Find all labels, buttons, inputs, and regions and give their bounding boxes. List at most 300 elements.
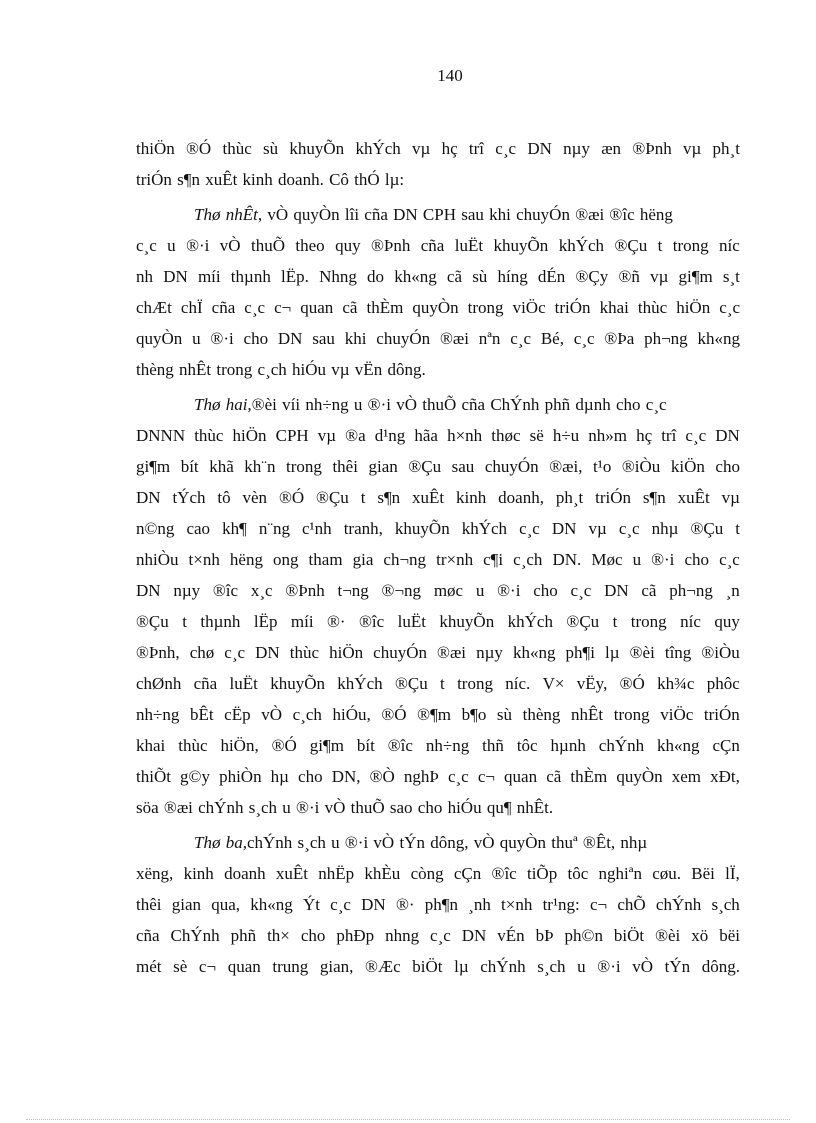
word: quyÒn <box>136 329 183 348</box>
word: kh¨n <box>244 457 276 476</box>
text-line <box>136 292 740 323</box>
word: cña <box>420 236 445 255</box>
text-line <box>136 761 740 792</box>
word: h×nh <box>447 426 483 445</box>
word: níc. <box>505 674 531 693</box>
word: dông. <box>701 957 740 976</box>
word: ®èi <box>629 643 655 662</box>
word: ChÝnh <box>170 926 220 945</box>
text-line <box>136 699 740 730</box>
word: c¸c <box>570 581 592 600</box>
word: c¸c <box>330 895 351 914</box>
word: ph¬ng <box>644 329 688 348</box>
word: kh«ng <box>512 643 556 662</box>
text-line <box>136 323 740 354</box>
word: ®Ó <box>271 736 297 755</box>
word: quy <box>335 236 361 255</box>
word: trong <box>467 298 504 317</box>
page-bottom-divider <box>26 1119 790 1120</box>
text-line <box>136 606 740 637</box>
word: CPH <box>275 426 309 445</box>
word: chØnh <box>136 674 182 693</box>
word: khã <box>209 457 234 476</box>
word: ®Æc <box>365 957 401 976</box>
word: khai <box>599 298 629 317</box>
word: ®a <box>345 426 366 445</box>
word: doanh <box>224 864 266 883</box>
word: ®îc <box>387 736 413 755</box>
word: doanh, <box>498 488 544 507</box>
word: ®Ò <box>369 767 395 786</box>
word: hç <box>441 139 458 158</box>
word: c¬ <box>590 895 608 914</box>
text-line <box>136 199 740 230</box>
word: nhËp <box>318 864 355 883</box>
word: mét <box>136 957 162 976</box>
word: cã <box>546 767 562 786</box>
word: qua, <box>211 895 241 914</box>
word: c¶i <box>483 550 504 569</box>
word: khuyÕn <box>439 612 495 631</box>
word: c¸c <box>495 139 517 158</box>
word: b¶o <box>461 705 487 724</box>
word: ®Çy <box>575 267 609 286</box>
text-line <box>136 354 740 385</box>
word: vÉn <box>497 926 525 945</box>
word: vµ <box>721 488 740 507</box>
word: tô <box>217 488 231 507</box>
word: cho <box>715 457 740 476</box>
word: lËp <box>253 612 278 631</box>
word: s¸t <box>722 267 740 286</box>
word: kh¶ <box>222 519 247 538</box>
word: xÐt, <box>710 767 740 786</box>
word: nhng <box>385 926 420 945</box>
word: chÝnh <box>480 957 526 976</box>
word: kinh <box>183 864 214 883</box>
word: møc <box>433 581 464 600</box>
text-line <box>136 827 740 858</box>
word: trong <box>630 612 667 631</box>
word: u <box>577 957 586 976</box>
text-line <box>136 451 740 482</box>
word: quan <box>227 957 261 976</box>
word: Bëi <box>691 864 715 883</box>
word: ®Þnh <box>370 236 411 255</box>
word: xëng, <box>136 864 174 883</box>
word: ch¬ng <box>383 550 427 569</box>
word: cña <box>193 674 218 693</box>
word: trong <box>613 705 650 724</box>
word: nh÷ng <box>136 705 180 724</box>
word: u <box>192 329 201 348</box>
word: t <box>440 674 445 693</box>
word: c¸c <box>244 298 266 317</box>
word: phÐp <box>336 926 375 945</box>
word: c¸c <box>430 926 451 945</box>
word: triÓn <box>703 705 740 724</box>
text-line <box>136 389 740 420</box>
word: khÝch <box>507 612 553 631</box>
word: vµ <box>412 139 431 158</box>
word: lÏ, <box>725 864 740 883</box>
word: ®Çu <box>690 519 724 538</box>
word: vÒ <box>219 236 241 255</box>
word: g©y <box>180 767 210 786</box>
word: nhÊt <box>571 705 604 724</box>
word: khuyÕn <box>289 139 345 158</box>
word: nghiªn <box>598 864 642 883</box>
word: cña <box>136 926 160 945</box>
body-text <box>136 133 740 982</box>
word: Ýt <box>302 895 320 914</box>
word: ®Ó <box>619 674 645 693</box>
word: u <box>475 581 485 600</box>
word: tôc <box>516 736 538 755</box>
word: c¸c <box>510 329 532 348</box>
word: chÝnh <box>598 736 645 755</box>
word: ®æi <box>439 329 469 348</box>
word: DN <box>604 581 629 600</box>
word: khuyÕn <box>493 236 549 255</box>
word: hµ <box>270 767 289 786</box>
word: DN <box>136 488 161 507</box>
word: quan <box>300 298 334 317</box>
word: trong <box>672 236 709 255</box>
word: u <box>632 550 642 569</box>
word: DN <box>527 139 552 158</box>
word: gian <box>368 457 398 476</box>
word: cÇn <box>453 864 482 883</box>
word: hëng <box>229 550 263 569</box>
word: thµnh <box>200 612 241 631</box>
word: ph¶i <box>565 643 595 662</box>
word: ®Ó <box>381 705 407 724</box>
word: Bé, <box>540 329 564 348</box>
word: DN <box>136 581 161 600</box>
word: sù <box>263 139 279 158</box>
word: tîng <box>664 643 692 662</box>
word: ph¶n <box>424 895 458 914</box>
word: quyÒn <box>616 767 663 786</box>
word: thñ <box>482 736 504 755</box>
word: ®ñ <box>618 267 640 286</box>
word: thùc <box>194 426 224 445</box>
word: s¸ch <box>711 895 740 914</box>
word: khi <box>344 329 367 348</box>
word: gian <box>171 895 201 914</box>
word: c¬ <box>198 957 217 976</box>
paragraph-lead: Thø nhÊt <box>194 205 258 224</box>
word: thùc <box>222 139 252 158</box>
word: luËt <box>229 674 258 693</box>
word: khÝch <box>337 674 383 693</box>
word: xuÊt <box>412 488 445 507</box>
word: phôc <box>706 674 740 693</box>
word: ®Þnh <box>632 139 672 158</box>
word: ph¸t <box>555 488 584 507</box>
word: nghÞ <box>403 767 439 786</box>
word: c¸ch <box>513 550 543 569</box>
word: trung <box>272 957 309 976</box>
word: ®iÒu <box>621 457 661 476</box>
word: sè <box>173 957 188 976</box>
word: t <box>612 612 618 631</box>
word: xuÊt <box>275 864 308 883</box>
word: Nhng <box>319 267 357 286</box>
word: do <box>367 267 385 286</box>
text-line <box>136 637 740 668</box>
word: tÝn <box>664 957 691 976</box>
word: DN <box>163 267 188 286</box>
word: hiÖn <box>676 298 711 317</box>
word: hãa <box>414 426 438 445</box>
word: thèng <box>522 705 561 724</box>
word: kh¾c <box>657 674 695 693</box>
word: Møc <box>591 550 623 569</box>
word: kh«ng <box>394 267 437 286</box>
word: DN <box>551 519 577 538</box>
word: c¸c <box>519 519 540 538</box>
word: chÆt <box>136 298 172 317</box>
word: cã <box>446 267 462 286</box>
word: n©ng <box>136 519 175 538</box>
word: lµ <box>605 643 620 662</box>
word: tÝch <box>172 488 206 507</box>
word: vÒ <box>632 957 653 976</box>
word: thùc <box>637 298 668 317</box>
word: cho <box>684 550 710 569</box>
word: tiÕp <box>526 864 558 883</box>
word: së <box>529 426 544 445</box>
text-line <box>136 668 740 699</box>
word: t×nh <box>501 895 533 914</box>
word: c¸c <box>447 767 469 786</box>
word: vµ <box>588 519 607 538</box>
word: t¹o <box>593 457 612 476</box>
word: trong <box>286 457 322 476</box>
word: chÕ <box>617 895 646 914</box>
word: tôc <box>567 864 589 883</box>
word: tr×nh <box>436 550 474 569</box>
word: nh <box>136 267 153 286</box>
text-line <box>136 482 740 513</box>
text-line <box>136 730 740 761</box>
word: khÈu <box>364 864 401 883</box>
word: bít <box>356 736 375 755</box>
word: d¹ng <box>374 426 406 445</box>
word: ®Þnh <box>285 581 325 600</box>
word: c¸c <box>224 643 246 662</box>
word: thêi <box>136 895 162 914</box>
word: chÝnh <box>655 895 702 914</box>
word: bít <box>180 457 199 476</box>
page-number: 140 <box>437 66 463 85</box>
word: nh»m <box>588 426 627 445</box>
word: thiÖn <box>136 139 175 158</box>
word: cÇn <box>712 736 740 755</box>
word: ®Þnh, <box>136 643 180 662</box>
word: thiÕt <box>136 767 171 786</box>
word: níc <box>680 612 701 631</box>
word: nhiÒu <box>136 550 179 569</box>
word: bÊt <box>189 705 214 724</box>
word: cho <box>300 926 326 945</box>
word: biÖt <box>412 957 443 976</box>
word: xem <box>671 767 701 786</box>
word: kiÖn <box>670 457 705 476</box>
word: t¬ng <box>337 581 369 600</box>
word: s¸ch <box>537 957 566 976</box>
word: DN <box>461 926 487 945</box>
word: khÝch <box>461 519 508 538</box>
word: c¬ <box>274 298 292 317</box>
word: ®· <box>327 612 346 631</box>
word: ph©n <box>564 926 603 945</box>
word: c¬ <box>477 767 495 786</box>
word: ®Çu <box>614 236 648 255</box>
word: ®Þa <box>604 329 635 348</box>
word: nµy <box>563 139 590 158</box>
word: nµy <box>173 581 201 600</box>
word: thùc <box>178 736 208 755</box>
word: cã <box>342 298 358 317</box>
word: sù <box>496 705 513 724</box>
word: vµ <box>650 267 669 286</box>
word: míi <box>290 612 314 631</box>
word: thµnh <box>230 267 271 286</box>
word: khai <box>136 736 166 755</box>
word: ®îc <box>491 864 517 883</box>
word: cã <box>641 581 657 600</box>
word: u <box>167 236 176 255</box>
word: dÉn <box>537 267 566 286</box>
word: ¸nh <box>468 895 491 914</box>
word: kh«ng <box>657 736 700 755</box>
word: c¹nh <box>302 519 332 538</box>
word: hiÓu, <box>332 705 371 724</box>
text-line <box>136 133 740 164</box>
word: hç <box>636 426 653 445</box>
word: thuÕ <box>250 236 285 255</box>
word: cña <box>211 298 236 317</box>
word: ®¶m <box>417 705 451 724</box>
word: gia <box>352 550 374 569</box>
word: ®·i <box>651 550 675 569</box>
word: DN <box>255 643 280 662</box>
word: xuÊt <box>677 488 710 507</box>
word: kinh <box>456 488 487 507</box>
word: s¶n <box>642 488 666 507</box>
word: thùc <box>289 643 320 662</box>
word: DN <box>277 329 303 348</box>
word: s¶n <box>377 488 401 507</box>
word: viÖc <box>512 298 546 317</box>
word: cho <box>243 329 269 348</box>
text-line <box>136 513 740 544</box>
word: kh«ng <box>250 895 293 914</box>
word: khÝch <box>355 139 401 158</box>
word: vÒ <box>261 705 282 724</box>
paragraph-lead: Thø ba, <box>194 833 247 852</box>
word: t <box>360 488 366 507</box>
word: trong <box>457 674 493 693</box>
text-line <box>136 575 740 606</box>
word: chuyÓn <box>376 329 431 348</box>
word: ph¸t <box>712 139 740 158</box>
word: quan <box>504 767 538 786</box>
text-line <box>136 261 740 292</box>
word: trî <box>468 139 485 158</box>
word: t <box>182 612 187 631</box>
word: híng <box>497 267 528 286</box>
text-line-content: thèng nhÊt trong c¸ch hiÓu vµ vËn dông. <box>136 360 426 379</box>
word: phñ <box>230 926 257 945</box>
word: bëi <box>719 926 740 945</box>
text-line-content: , vÒ quyÒn lîi cña DN CPH sau khi chuyÓn ®æi ®îc hëng <box>257 205 673 224</box>
word: æn <box>601 139 622 158</box>
word: DN. <box>552 550 582 569</box>
word: khuyÕn <box>270 674 325 693</box>
word: ®Çu <box>136 612 169 631</box>
word: DNNN <box>136 426 186 445</box>
word: thøc <box>491 426 521 445</box>
word: th× <box>267 926 290 945</box>
word: nµy <box>476 643 503 662</box>
word: sau <box>451 457 475 476</box>
text-line <box>136 420 740 451</box>
word: vËy, <box>576 674 608 693</box>
text-line <box>136 858 740 889</box>
word: chuyÓn <box>373 643 427 662</box>
word: ¸n <box>725 581 740 600</box>
word: bÞ <box>535 926 554 945</box>
word: sau <box>312 329 335 348</box>
word: ®·i <box>497 581 521 600</box>
word: vµ <box>682 139 702 158</box>
word: tham <box>308 550 343 569</box>
word: quy <box>714 612 740 631</box>
word: c¸c <box>136 236 157 255</box>
word: ®Çu <box>566 612 600 631</box>
word: gi¶m <box>309 736 344 755</box>
text-line-content: söa ®æi chÝnh s¸ch u ®·i vÒ thuÕ sao cho hiÓu qu¶ nhÊt. <box>136 798 554 817</box>
word: t <box>735 519 740 538</box>
word: lËp. <box>281 267 309 286</box>
word: chÏ <box>180 298 203 317</box>
text-line <box>136 920 740 951</box>
text-line <box>136 889 740 920</box>
word: khuyÕn <box>394 519 450 538</box>
word: hiÖn <box>232 426 267 445</box>
text-line <box>136 164 740 195</box>
word: x¸c <box>250 581 273 600</box>
word: ph¬ng <box>669 581 713 600</box>
word: ®Çu <box>394 674 428 693</box>
word: quyÒn <box>412 298 459 317</box>
word: ®·i <box>210 329 234 348</box>
word: t <box>657 236 663 255</box>
word: h÷u <box>552 426 580 445</box>
word: ®Çu <box>316 488 349 507</box>
text-line <box>136 544 740 575</box>
word: n¨ng <box>258 519 290 538</box>
word: ®Ó <box>186 139 212 158</box>
word: ®iÒu <box>701 643 740 662</box>
word: níc <box>719 236 740 255</box>
word: DN, <box>331 767 361 786</box>
word: míi <box>197 267 221 286</box>
